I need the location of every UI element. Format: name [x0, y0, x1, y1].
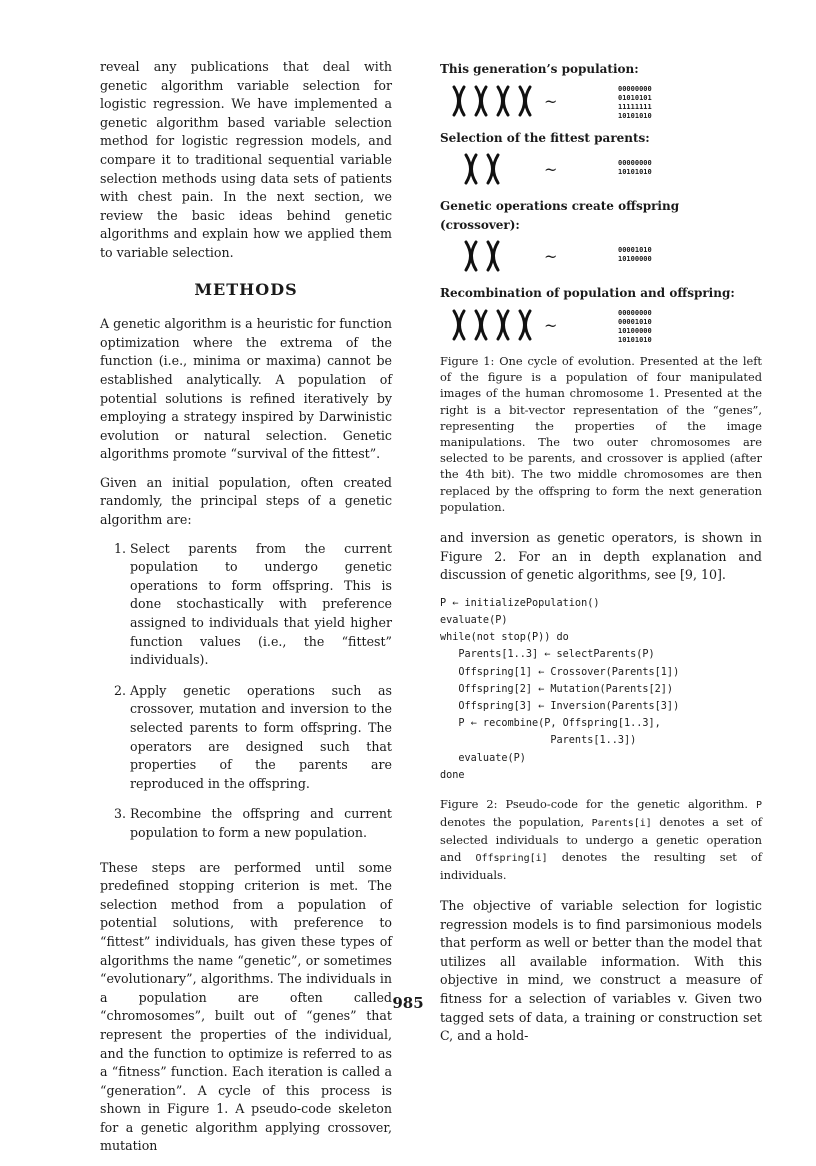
- bit-vectors: [618, 159, 652, 177]
- methods-paragraph-2: Given an initial population, often created randomly, the principal steps of a genetic algorithm are:: [100, 474, 392, 528]
- bit-vectors: [618, 246, 652, 264]
- figure-row-population: [440, 83, 762, 119]
- bit-vector: 00000000: [618, 84, 652, 93]
- caption-text: denotes the population,: [440, 815, 592, 830]
- section-heading: METHODS: [194, 279, 298, 299]
- bit-vector: 11111111: [618, 102, 652, 111]
- figure-row-recombination: [440, 307, 762, 343]
- tilde-symbol: ~: [544, 315, 558, 335]
- list-item: 2. Apply genetic operations such as crossover, mutation and inversion to the selected parents to form offspring. The operators are designed such that properties of the parents are reproduced in the offspring.: [130, 682, 392, 794]
- figure-row-label: Recombination of population and offspring:: [440, 286, 735, 301]
- right-paragraph-1: and inversion as genetic operators, is shown in Figure 2. For an in depth explanation and discussion of genetic algorithms, see [9, 10].: [440, 530, 762, 583]
- bit-vector: 10101010: [618, 168, 652, 177]
- bit-vectors: [618, 309, 652, 345]
- caption-code: Offspring[i]: [475, 852, 548, 864]
- intro-paragraph: reveal any publications that deal with genetic algorithm variable selection for logistic regression. We have implemented a genetic algorithm based variable selection method for logistic regression models, and compare it to traditional sequential variable selection methods using data sets of patients with chest pain. In the next section, we review the basic ideas behind genetic algorithms and explain how we applied them to variable selection.: [100, 59, 392, 260]
- right-paragraph-2: The objective of variable selection for logistic regression models is to find parsimonious models that perform as well or better than the model that utilizes all available information. With this objective in mind, we construct a measure of fitness for a selection of variables v. Given two tagged sets of data, a training or construction set C, and a hold-: [440, 898, 762, 1044]
- list-item: 1. Select parents from the current population to undergo genetic operations to form offspring. This is done stochastically with preference assigned to individuals that yield higher function values (i.e., the “fittest” individuals).: [130, 540, 392, 670]
- bit-vectors: [618, 85, 652, 121]
- figure-row-label: This generation’s population:: [440, 62, 639, 76]
- caption-text: denotes the resulting set of individuals.: [440, 849, 762, 882]
- tilde-symbol: ~: [544, 160, 558, 180]
- right-column: [440, 58, 762, 1056]
- caption-code: P: [755, 800, 762, 812]
- methods-paragraph-3: These steps are performed until some predefined stopping criterion is met. The selection method from a population of potential solutions, with preference to “fittest” individuals, has given these types of algorithms the name “genetic”, or sometimes “evolutionary”, algorithms. The individuals in a population are often called “chromosomes”, built out of “genes” that represent the properties of the individual, and the function to optimize is referred to as a “fitness” function. Each iteration is called a “generation”. A cycle of this process is shown in Figure 1. A pseudo-code skeleton for a genetic algorithm applying crossover, mutation: [100, 859, 392, 1154]
- pseudo-code: P ← initializePopulation() evaluate(P) while(not stop(P)) do Parents[1..3] ← selectParents(P) Offspring[1] ← Crossover(Parents[1]) Offspring[2] ← Mutation(Parents[2]) Offspring[3] ← Inversion(Parents[3]) P ← recombine(P, Offspring[1..3], Parents[1..3]) evaluate(P) done: [440, 597, 680, 781]
- caption-code: Parents[i]: [591, 818, 652, 830]
- chromosome-images: [448, 238, 544, 272]
- page-number: 985: [392, 994, 424, 1012]
- list-item: 3. Recombine the offspring and current population to form a new population.: [130, 805, 392, 842]
- figure-2-caption: [440, 796, 762, 883]
- caption-text: denotes a set of selected individuals to undergo a genetic operation and: [440, 815, 762, 864]
- figure-row-label: Selection of the fittest parents:: [440, 130, 650, 145]
- chromosome-images: [448, 307, 544, 341]
- figure-row-offspring: [440, 238, 762, 274]
- figure-row-label: Genetic operations create offspring (crossover):: [440, 199, 680, 232]
- figure-1: [440, 60, 762, 515]
- figure-row-selection: [440, 151, 762, 187]
- methods-paragraph-1: A genetic algorithm is a heuristic for function optimization where the extrema of the function (i.e., minima or maxima) cannot be established analytically. A population of potential solutions is refined iteratively by employing a strategy inspired by Darwinistic evolution or natural selection. Genetic algorithms promote “survival of the fittest”.: [100, 316, 392, 462]
- bit-vector: 00000000: [618, 159, 652, 168]
- bit-vector: 10100000: [618, 326, 652, 335]
- bit-vector: 00000000: [618, 308, 652, 317]
- caption-text: Figure 2: Pseudo-code for the genetic algorithm.: [440, 797, 756, 812]
- bit-vector: 10101010: [618, 111, 652, 120]
- tilde-symbol: ~: [544, 247, 558, 267]
- bit-vector: 01010101: [618, 93, 652, 102]
- chromosome-images: [448, 83, 544, 117]
- bit-vector: 10100000: [618, 255, 652, 264]
- bit-vector: 00001010: [618, 317, 652, 326]
- figure-1-caption: Figure 1: One cycle of evolution. Presented at the left of the figure is a population of four manipulated images of the human chromosome 1. Presented at the right is a bit-vector representation of the “genes”, representing the properties of the image manipulations. The two outer chromosomes are selected to be parents, and crossover is applied (after the 4th bit). The two middle chromosomes are then replaced by the offspring to form the next generation population.: [440, 353, 762, 514]
- steps-list: [100, 540, 392, 843]
- chromosome-images: [448, 151, 544, 185]
- tilde-symbol: ~: [544, 91, 558, 111]
- bit-vector: 10101010: [618, 335, 652, 344]
- bit-vector: 00001010: [618, 246, 652, 255]
